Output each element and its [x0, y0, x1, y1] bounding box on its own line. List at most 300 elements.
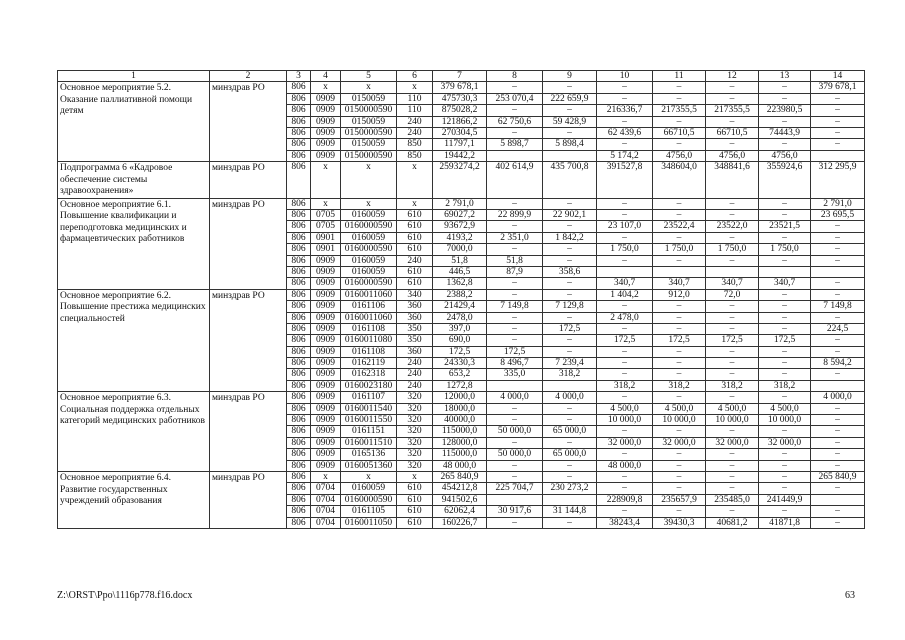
column-header: 9: [543, 71, 597, 82]
table-cell: 0160000590: [341, 278, 397, 289]
table-cell: –: [487, 460, 543, 471]
table-cell: 806: [287, 301, 311, 312]
table-cell: –: [759, 346, 811, 357]
table-cell: –: [811, 255, 865, 266]
column-header: 2: [210, 71, 287, 82]
table-cell: 115000,0: [433, 449, 487, 460]
table-cell: 235485,0: [706, 494, 759, 505]
executor: минздрав РО: [210, 162, 287, 199]
table-cell: x: [397, 198, 433, 209]
table-cell: 806: [287, 415, 311, 426]
table-cell: –: [597, 301, 653, 312]
table-cell: [653, 266, 706, 277]
table-cell: –: [811, 506, 865, 517]
table-cell: 0704: [311, 483, 341, 494]
table-cell: –: [597, 472, 653, 483]
table-cell: –: [653, 358, 706, 369]
table-cell: –: [811, 426, 865, 437]
table-cell: 4756,0: [706, 150, 759, 161]
table-cell: 0909: [311, 93, 341, 104]
table-cell: –: [706, 472, 759, 483]
table-cell: 0704: [311, 506, 341, 517]
table-cell: –: [653, 506, 706, 517]
table-cell: 0909: [311, 116, 341, 127]
table-cell: 228909,8: [597, 494, 653, 505]
table-cell: –: [759, 255, 811, 266]
table-cell: 610: [397, 517, 433, 528]
table-cell: –: [653, 392, 706, 403]
table-cell: 0161151: [341, 426, 397, 437]
table-cell: 2388,2: [433, 289, 487, 300]
table-cell: –: [487, 403, 543, 414]
table-cell: 0909: [311, 415, 341, 426]
table-cell: 320: [397, 437, 433, 448]
table-cell: 121866,2: [433, 116, 487, 127]
table-cell: –: [706, 210, 759, 221]
table-cell: 5 898,7: [487, 139, 543, 150]
table-cell: [543, 494, 597, 505]
table-cell: –: [759, 483, 811, 494]
table-cell: [759, 266, 811, 277]
table-cell: –: [597, 369, 653, 380]
table-cell: 379 678,1: [811, 82, 865, 93]
table-cell: x: [341, 198, 397, 209]
table-cell: 320: [397, 460, 433, 471]
table-cell: –: [811, 312, 865, 323]
table-cell: –: [597, 116, 653, 127]
table-cell: –: [811, 483, 865, 494]
table-cell: 806: [287, 232, 311, 243]
table-cell: 10 000,0: [759, 415, 811, 426]
table-cell: 2 791,0: [811, 198, 865, 209]
table-cell: –: [811, 415, 865, 426]
table-cell: 216336,7: [597, 105, 653, 116]
table-cell: –: [543, 127, 597, 138]
table-cell: 0162318: [341, 369, 397, 380]
table-cell: [811, 266, 865, 277]
table-cell: –: [653, 369, 706, 380]
table-cell: –: [706, 116, 759, 127]
table-cell: 318,2: [543, 369, 597, 380]
table-cell: 5 898,4: [543, 139, 597, 150]
table-cell: 74443,9: [759, 127, 811, 138]
column-header: 10: [597, 71, 653, 82]
table-cell: 51,8: [487, 255, 543, 266]
table-cell: 8 594,2: [811, 358, 865, 369]
table-cell: –: [706, 323, 759, 334]
table-cell: –: [487, 221, 543, 232]
table-cell: 0160059: [341, 232, 397, 243]
table-cell: 4 000,0: [543, 392, 597, 403]
table-cell: 7 239,4: [543, 358, 597, 369]
table-cell: –: [543, 403, 597, 414]
table-cell: 806: [287, 449, 311, 460]
table-cell: –: [759, 472, 811, 483]
table-cell: 51,8: [433, 255, 487, 266]
table-cell: 0909: [311, 289, 341, 300]
table-cell: 110: [397, 105, 433, 116]
table-cell: –: [706, 312, 759, 323]
table-cell: 69027,2: [433, 210, 487, 221]
table-cell: [597, 266, 653, 277]
table-cell: –: [597, 232, 653, 243]
table-cell: 217355,5: [706, 105, 759, 116]
table-cell: 0160059: [341, 210, 397, 221]
table-cell: –: [759, 232, 811, 243]
table-cell: 1272,8: [433, 380, 487, 391]
table-cell: –: [543, 255, 597, 266]
table-cell: 62062,4: [433, 506, 487, 517]
table-cell: 0150059: [341, 93, 397, 104]
table-cell: 350: [397, 323, 433, 334]
table-cell: –: [653, 301, 706, 312]
table-cell: 240: [397, 255, 433, 266]
table-cell: [487, 150, 543, 161]
executor: минздрав РО: [210, 392, 287, 472]
table-cell: 454212,8: [433, 483, 487, 494]
table-cell: 806: [287, 392, 311, 403]
table-cell: 0909: [311, 301, 341, 312]
table-cell: 806: [287, 266, 311, 277]
table-cell: 32 000,0: [706, 437, 759, 448]
table-cell: –: [543, 105, 597, 116]
table-cell: 0909: [311, 437, 341, 448]
table-cell: –: [811, 116, 865, 127]
table-cell: 0160011550: [341, 415, 397, 426]
table-cell: 0909: [311, 380, 341, 391]
table-cell: 0160011510: [341, 437, 397, 448]
table-cell: 172,5: [433, 346, 487, 357]
table-cell: 62 750,6: [487, 116, 543, 127]
table-cell: 806: [287, 506, 311, 517]
table-cell: –: [487, 289, 543, 300]
table-cell: 0909: [311, 255, 341, 266]
table-cell: 0909: [311, 150, 341, 161]
table-cell: [543, 380, 597, 391]
table-cell: 806: [287, 346, 311, 357]
table-cell: 806: [287, 198, 311, 209]
table-cell: 0705: [311, 210, 341, 221]
table-cell: x: [341, 162, 397, 199]
table-cell: –: [487, 198, 543, 209]
table-cell: 320: [397, 426, 433, 437]
footer-file-path: Z:\ORST\Ppo\1116p778.f16.docx: [57, 590, 193, 601]
table-cell: –: [811, 437, 865, 448]
table-cell: 223980,5: [759, 105, 811, 116]
table-cell: –: [706, 426, 759, 437]
table-cell: 4 500,0: [653, 403, 706, 414]
table-cell: 110: [397, 93, 433, 104]
table-cell: 0909: [311, 335, 341, 346]
table-cell: 4193,2: [433, 232, 487, 243]
table-cell: 8 496,7: [487, 358, 543, 369]
table-cell: –: [759, 198, 811, 209]
table-cell: –: [653, 232, 706, 243]
table-cell: 806: [287, 210, 311, 221]
table-cell: 4 500,0: [759, 403, 811, 414]
table-cell: 66710,5: [653, 127, 706, 138]
table-cell: 50 000,0: [487, 426, 543, 437]
table-cell: 2478,0: [433, 312, 487, 323]
table-cell: 806: [287, 278, 311, 289]
table-cell: –: [597, 426, 653, 437]
table-cell: –: [597, 139, 653, 150]
table-cell: –: [706, 358, 759, 369]
table-cell: –: [811, 221, 865, 232]
table-cell: 806: [287, 116, 311, 127]
table-cell: 0909: [311, 346, 341, 357]
table-cell: x: [341, 82, 397, 93]
table-cell: 806: [287, 139, 311, 150]
table-cell: 0161107: [341, 392, 397, 403]
table-cell: –: [811, 127, 865, 138]
table-cell: –: [706, 369, 759, 380]
table-cell: 446,5: [433, 266, 487, 277]
table-cell: –: [706, 449, 759, 460]
table-cell: 18000,0: [433, 403, 487, 414]
measure-name: Основное мероприятие 5.2. Оказание паллиативной помощи детям: [58, 82, 210, 162]
table-cell: 22 902,1: [543, 210, 597, 221]
column-header: 5: [341, 71, 397, 82]
table-cell: –: [706, 232, 759, 243]
table-cell: –: [487, 415, 543, 426]
table-cell: 941502,6: [433, 494, 487, 505]
table-cell: –: [543, 312, 597, 323]
table-cell: –: [543, 415, 597, 426]
column-header: 8: [487, 71, 543, 82]
table-cell: 912,0: [653, 289, 706, 300]
table-cell: 806: [287, 358, 311, 369]
table-cell: 23522,0: [706, 221, 759, 232]
table-cell: –: [543, 198, 597, 209]
table-cell: –: [811, 232, 865, 243]
table-cell: –: [487, 517, 543, 528]
table-cell: 0160059: [341, 266, 397, 277]
table-cell: 172,5: [543, 323, 597, 334]
table-cell: –: [487, 278, 543, 289]
table-cell: 360: [397, 301, 433, 312]
table-row: [58, 289, 865, 300]
table-cell: –: [706, 483, 759, 494]
table-cell: 320: [397, 403, 433, 414]
table-cell: –: [706, 198, 759, 209]
table-cell: –: [597, 346, 653, 357]
table-cell: 610: [397, 221, 433, 232]
executor: минздрав РО: [210, 198, 287, 289]
table-cell: –: [759, 460, 811, 471]
table-cell: 30 917,6: [487, 506, 543, 517]
table-cell: –: [653, 82, 706, 93]
table-cell: –: [811, 403, 865, 414]
table-cell: 358,6: [543, 266, 597, 277]
table-cell: 1 750,0: [653, 244, 706, 255]
table-cell: x: [311, 472, 341, 483]
table-cell: –: [487, 437, 543, 448]
table-cell: –: [653, 346, 706, 357]
table-cell: 11797,1: [433, 139, 487, 150]
table-cell: 21429,4: [433, 301, 487, 312]
table-cell: –: [597, 392, 653, 403]
table-cell: 240: [397, 369, 433, 380]
table-cell: 806: [287, 380, 311, 391]
table-cell: 850: [397, 150, 433, 161]
column-header: 7: [433, 71, 487, 82]
column-header: 13: [759, 71, 811, 82]
table-cell: 240: [397, 127, 433, 138]
table-cell: –: [759, 449, 811, 460]
table-cell: 0909: [311, 426, 341, 437]
table-body: [58, 82, 865, 529]
table-cell: –: [597, 483, 653, 494]
table-cell: 240: [397, 380, 433, 391]
table-cell: 72,0: [706, 289, 759, 300]
table-cell: 65 000,0: [543, 426, 597, 437]
table-cell: 241449,9: [759, 494, 811, 505]
table-cell: 1 750,0: [597, 244, 653, 255]
table-cell: 335,0: [487, 369, 543, 380]
table-cell: 40681,2: [706, 517, 759, 528]
table-cell: 806: [287, 221, 311, 232]
table-cell: 4756,0: [653, 150, 706, 161]
table-cell: 806: [287, 312, 311, 323]
table-cell: –: [487, 82, 543, 93]
table-cell: 360: [397, 312, 433, 323]
column-header: 11: [653, 71, 706, 82]
table-cell: –: [543, 278, 597, 289]
table-cell: –: [759, 289, 811, 300]
table-cell: 230 273,2: [543, 483, 597, 494]
table-cell: 402 614,9: [487, 162, 543, 199]
table-cell: 41871,8: [759, 517, 811, 528]
table-cell: –: [706, 93, 759, 104]
table-cell: –: [653, 449, 706, 460]
table-cell: 4 500,0: [597, 403, 653, 414]
table-cell: [487, 380, 543, 391]
table-cell: 5 174,2: [597, 150, 653, 161]
table-cell: 115000,0: [433, 426, 487, 437]
executor: минздрав РО: [210, 472, 287, 529]
executor: минздрав РО: [210, 289, 287, 392]
table-cell: –: [759, 93, 811, 104]
table-cell: –: [653, 210, 706, 221]
table-cell: 0161108: [341, 346, 397, 357]
table-cell: –: [759, 426, 811, 437]
table-cell: –: [487, 335, 543, 346]
table-cell: 610: [397, 506, 433, 517]
table-cell: –: [706, 139, 759, 150]
table-cell: –: [597, 255, 653, 266]
budget-table: [57, 70, 865, 529]
table-cell: 38243,4: [597, 517, 653, 528]
table-cell: 0160011050: [341, 517, 397, 528]
table-cell: –: [543, 244, 597, 255]
table-cell: 235657,9: [653, 494, 706, 505]
table-cell: 0909: [311, 278, 341, 289]
table-cell: 806: [287, 403, 311, 414]
table-cell: 348604,0: [653, 162, 706, 199]
column-header: 4: [311, 71, 341, 82]
table-cell: –: [706, 460, 759, 471]
table-cell: x: [311, 162, 341, 199]
table-cell: –: [706, 82, 759, 93]
table-cell: –: [487, 105, 543, 116]
table-cell: 0150000590: [341, 105, 397, 116]
table-cell: –: [759, 82, 811, 93]
table-cell: 806: [287, 437, 311, 448]
measure-name: Подпрограмма 6 «Кадровое обеспечение системы здравоохранения»: [58, 162, 210, 199]
table-cell: 610: [397, 232, 433, 243]
table-cell: 172,5: [759, 335, 811, 346]
table-cell: –: [811, 460, 865, 471]
measure-name: Основное мероприятие 6.2. Повышение престижа медицинских специальностей: [58, 289, 210, 392]
table-cell: 0909: [311, 358, 341, 369]
table-cell: –: [759, 210, 811, 221]
table-cell: 7 149,8: [811, 301, 865, 312]
table-cell: 93672,9: [433, 221, 487, 232]
table-cell: –: [759, 369, 811, 380]
table-cell: 24330,3: [433, 358, 487, 369]
table-cell: –: [706, 346, 759, 357]
table-cell: 340,7: [597, 278, 653, 289]
table-cell: 12000,0: [433, 392, 487, 403]
table-cell: 0901: [311, 244, 341, 255]
table-cell: –: [487, 312, 543, 323]
table-cell: –: [487, 472, 543, 483]
table-cell: 265 840,9: [811, 472, 865, 483]
table-cell: 806: [287, 93, 311, 104]
measure-name: Основное мероприятие 6.3. Социальная поддержка отдельных категорий медицинских работников: [58, 392, 210, 472]
table-cell: 806: [287, 335, 311, 346]
table-cell: 0161108: [341, 323, 397, 334]
table-cell: 0704: [311, 494, 341, 505]
table-cell: –: [759, 301, 811, 312]
table-cell: 32 000,0: [597, 437, 653, 448]
table-cell: 0909: [311, 323, 341, 334]
table-cell: 340: [397, 289, 433, 300]
table-cell: 806: [287, 289, 311, 300]
table-cell: –: [653, 460, 706, 471]
table-cell: 355924,6: [759, 162, 811, 199]
page-number: 63: [845, 590, 855, 601]
table-cell: 1 404,2: [597, 289, 653, 300]
table-cell: 224,5: [811, 323, 865, 334]
table-cell: 4 000,0: [811, 392, 865, 403]
table-cell: 806: [287, 472, 311, 483]
table-cell: –: [811, 517, 865, 528]
table-cell: 253 070,4: [487, 93, 543, 104]
table-cell: 0160059: [341, 483, 397, 494]
table-cell: 806: [287, 369, 311, 380]
table-cell: 475730,3: [433, 93, 487, 104]
table-cell: 610: [397, 244, 433, 255]
table-cell: 40000,0: [433, 415, 487, 426]
table-cell: 0909: [311, 127, 341, 138]
table-cell: 806: [287, 460, 311, 471]
table-row: [58, 198, 865, 209]
table-cell: –: [487, 127, 543, 138]
table-cell: 265 840,9: [433, 472, 487, 483]
measure-name: Основное мероприятие 6.4. Развитие государственных учреждений образования: [58, 472, 210, 529]
table-cell: –: [653, 255, 706, 266]
table-cell: 0704: [311, 517, 341, 528]
table-cell: 39430,3: [653, 517, 706, 528]
table-cell: 360: [397, 346, 433, 357]
table-cell: 48 000,0: [433, 460, 487, 471]
column-header: 6: [397, 71, 433, 82]
table-cell: 240: [397, 116, 433, 127]
table-cell: 270304,5: [433, 127, 487, 138]
table-cell: 0162119: [341, 358, 397, 369]
